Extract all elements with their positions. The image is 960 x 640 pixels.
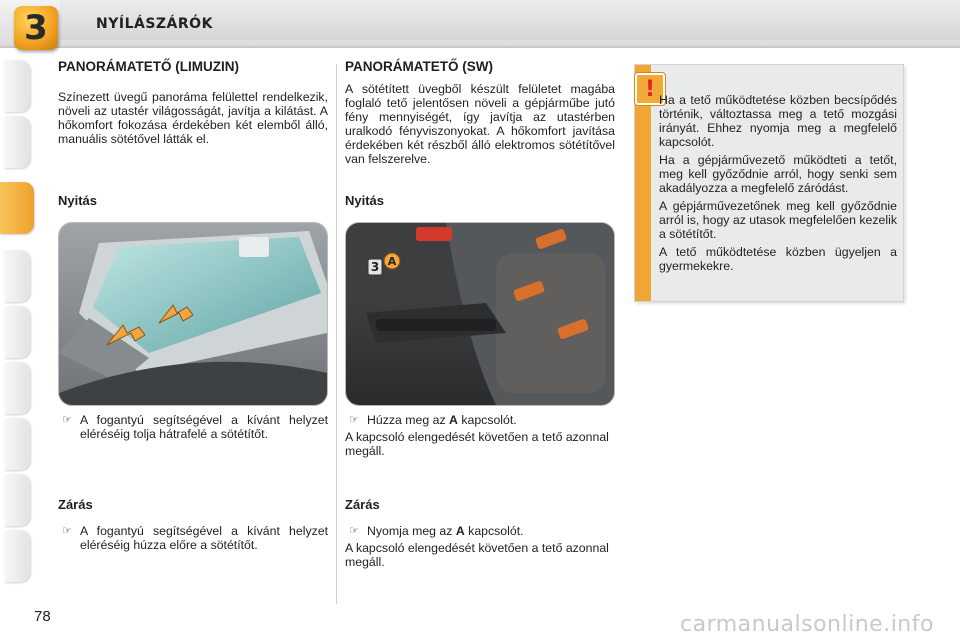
warning-box	[634, 64, 904, 302]
opening-note: A kapcsoló elengedését követően a tető azonnal megáll.	[345, 430, 609, 458]
switch-key-label: A	[449, 413, 458, 427]
closing-heading: Zárás	[58, 497, 93, 512]
closing-instruction	[345, 524, 615, 538]
warning-paragraph: A tető működtetése közben ügyeljen a gyermekekre.	[659, 245, 897, 273]
intro-paragraph: A sötétített üvegből készült felületet magába foglaló tető jelentősen növeli a gépjárműbe jutó fény mennyiségét, így javítja az utastérben uralkodó fényviszonyokat. A hőkomfort javítása érdekében két részből álló elektromos sötétítővel van felszerelve.	[345, 82, 615, 166]
photo-label-3: 3	[370, 260, 380, 274]
section-title: PANORÁMATETŐ (LIMUZIN)	[58, 59, 239, 74]
intro-paragraph: Színezett üvegű panoráma felülettel rendelkezik, növeli az utastér világosságát, javítja a kilátást. A hőkomfort fokozása érdekében két elemből álló, manuális sötétővel látták el.	[58, 90, 328, 146]
roof-switch-photo	[345, 222, 615, 406]
warning-paragraph: A gépjárművezetőnek meg kell győződnie arról is, hogy az utasok megfelelően kezelik a sötétítőt.	[659, 199, 897, 241]
hand-pointer-icon: ☞	[62, 414, 72, 426]
sw-section	[345, 59, 615, 569]
closing-instruction-text: Nyomja meg az	[367, 524, 453, 538]
opening-instruction-suffix: kapcsolót.	[461, 413, 517, 427]
warning-text	[659, 93, 897, 277]
opening-heading: Nyitás	[58, 193, 98, 208]
closing-instruction	[58, 524, 328, 552]
side-tab[interactable]	[4, 250, 30, 302]
opening-instruction	[58, 413, 328, 441]
opening-instruction-text: A fogantyú segítségével a kívánt helyzet eléréséig tolja hátrafelé a sötétítőt.	[80, 413, 328, 441]
side-tab[interactable]	[4, 116, 30, 168]
switch-key-label: A	[455, 524, 465, 538]
hand-pointer-icon: ☞	[62, 525, 72, 537]
side-tab[interactable]	[4, 306, 30, 358]
side-tab[interactable]	[4, 418, 30, 470]
column-divider	[336, 64, 337, 604]
photo-label-a: A	[387, 255, 397, 268]
warning-paragraph: Ha a tető működtetése közben becsípődés történik, változtassa meg a tető mozgási irányát. Ehhez nyomja meg a megfelelő kapcsolót.	[659, 93, 897, 149]
opening-instruction	[345, 413, 615, 427]
opening-instruction-text: Húzza meg az	[367, 413, 446, 427]
limuzin-section	[58, 59, 328, 552]
closing-heading: Zárás	[345, 497, 380, 512]
sunroof-blind-photo	[58, 222, 328, 406]
closing-instruction-suffix: kapcsolót.	[468, 524, 524, 538]
chapter-title: NYÍLÁSZÁRÓK	[96, 16, 213, 32]
hand-pointer-icon: ☞	[349, 414, 359, 426]
side-tab[interactable]	[4, 530, 30, 582]
page-header	[0, 0, 960, 48]
section-title: PANORÁMATETŐ (SW)	[345, 59, 493, 74]
chapter-side-tabs	[0, 60, 34, 580]
side-tab[interactable]	[4, 474, 30, 526]
exclamation-icon: !	[635, 73, 665, 105]
side-tab[interactable]	[4, 362, 30, 414]
side-tab-active[interactable]	[0, 182, 34, 234]
warning-paragraph: Ha a gépjárművezető működteti a tetőt, meg kell győződnie arról, hogy senki sem akadályozza a megfelelő záródást.	[659, 153, 897, 195]
closing-instruction-text: A fogantyú segítségével a kívánt helyzet eléréséig húzza előre a sötétítőt.	[80, 524, 328, 552]
hand-pointer-icon: ☞	[349, 525, 359, 537]
chapter-number-badge: 3	[14, 6, 58, 50]
page-number: 78	[34, 608, 51, 625]
closing-note: A kapcsoló elengedését követően a tető azonnal megáll.	[345, 541, 609, 569]
watermark: carmanualsonline.info	[680, 612, 934, 637]
side-tab[interactable]	[4, 60, 30, 112]
opening-heading: Nyitás	[345, 193, 385, 208]
